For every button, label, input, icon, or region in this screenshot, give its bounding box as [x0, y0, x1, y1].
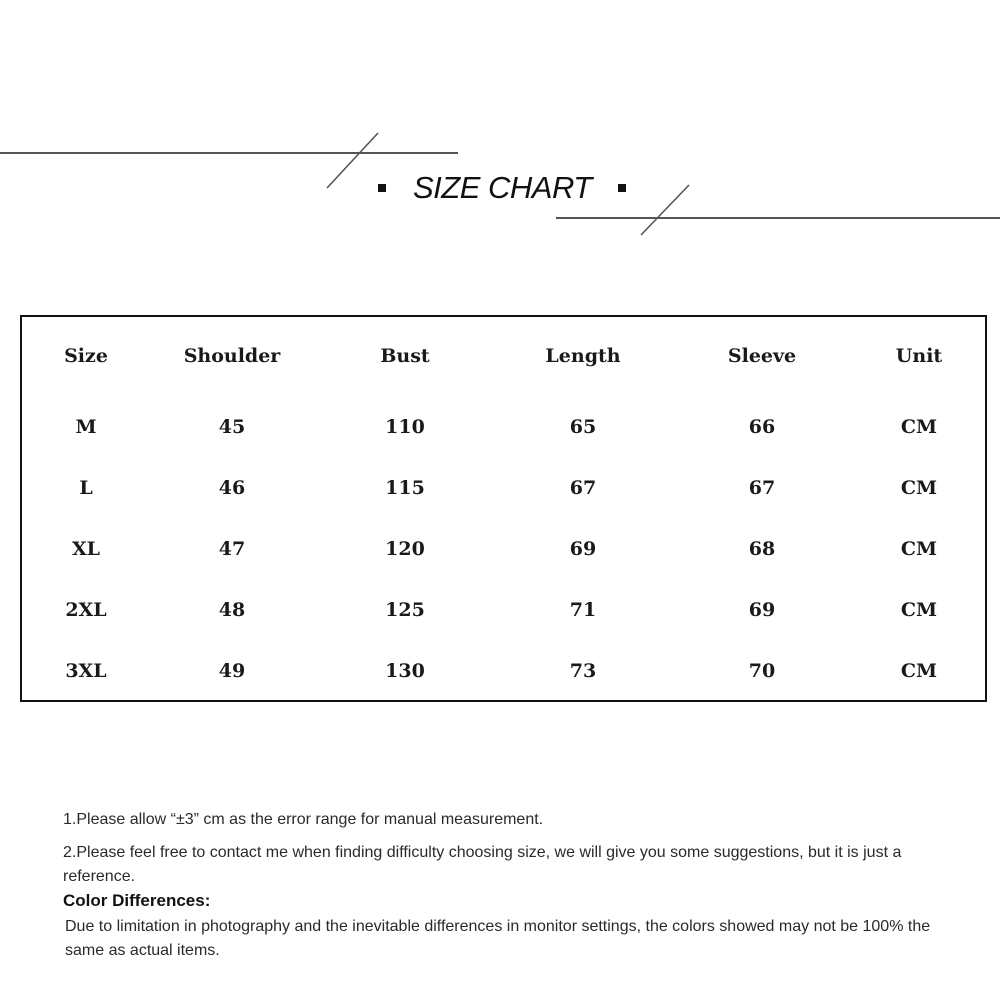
- right-slash-line: [641, 185, 689, 235]
- note-contact: 2.Please feel free to contact me when finding difficulty choosing size, we will give you some suggestions, but it is just a reference.: [63, 844, 902, 885]
- table-cell-sleeve: 68: [748, 538, 776, 560]
- left-slash-line: [327, 133, 378, 188]
- table-cell-size: M: [75, 416, 97, 438]
- table-cell-length: 69: [569, 538, 597, 560]
- table-cell-unit: CM: [900, 538, 938, 560]
- table-cell-unit: CM: [900, 416, 938, 438]
- title-right-bullet: [618, 184, 626, 192]
- table-cell-sleeve: 66: [748, 416, 776, 438]
- column-header-length: Length: [545, 345, 621, 367]
- table-cell-unit: CM: [900, 599, 938, 621]
- table-cell-shoulder: 46: [218, 477, 246, 499]
- table-cell-shoulder: 45: [218, 416, 246, 438]
- table-cell-size: 2XL: [65, 599, 107, 621]
- table-cell-size: XL: [71, 538, 101, 560]
- table-cell-length: 65: [569, 416, 597, 438]
- table-cell-unit: CM: [900, 477, 938, 499]
- table-cell-sleeve: 70: [748, 660, 776, 682]
- column-header-sleeve: Sleeve: [727, 345, 797, 367]
- table-cell-shoulder: 47: [218, 538, 246, 560]
- table-cell-bust: 120: [385, 538, 425, 560]
- table-cell-size: L: [79, 477, 93, 499]
- notes-section: [63, 808, 943, 963]
- note-measurement-error: 1.Please allow “±3” cm as the error range for manual measurement.: [63, 811, 544, 828]
- color-differences-text: Due to limitation in photography and the inevitable differences in monitor settings, the colors showed may not be 100% the same as actual items.: [65, 918, 931, 959]
- table-cell-size: 3XL: [65, 660, 107, 682]
- title-block: [378, 168, 626, 208]
- table-cell-bust: 130: [385, 660, 425, 682]
- table-cell-bust: 110: [385, 416, 425, 438]
- table-cell-length: 67: [569, 477, 597, 499]
- size-table: [20, 315, 987, 702]
- table-cell-shoulder: 48: [218, 599, 246, 621]
- table-cell-sleeve: 69: [748, 599, 776, 621]
- table-cell-unit: CM: [900, 660, 938, 682]
- column-header-size: Size: [64, 345, 108, 367]
- column-header-shoulder: Shoulder: [183, 345, 281, 367]
- table-cell-bust: 125: [385, 599, 425, 621]
- page-title: SIZE CHART: [413, 170, 592, 205]
- table-cell-bust: 115: [385, 477, 425, 499]
- table-cell-sleeve: 67: [748, 477, 776, 499]
- column-header-unit: Unit: [895, 345, 943, 367]
- table-cell-length: 71: [569, 599, 597, 621]
- color-differences-heading: Color Differences:: [63, 891, 211, 910]
- table-cell-shoulder: 49: [218, 660, 246, 682]
- title-left-bullet: [378, 184, 386, 192]
- header-decoration: [0, 0, 1000, 260]
- column-header-bust: Bust: [380, 345, 430, 367]
- table-cell-length: 73: [569, 660, 597, 682]
